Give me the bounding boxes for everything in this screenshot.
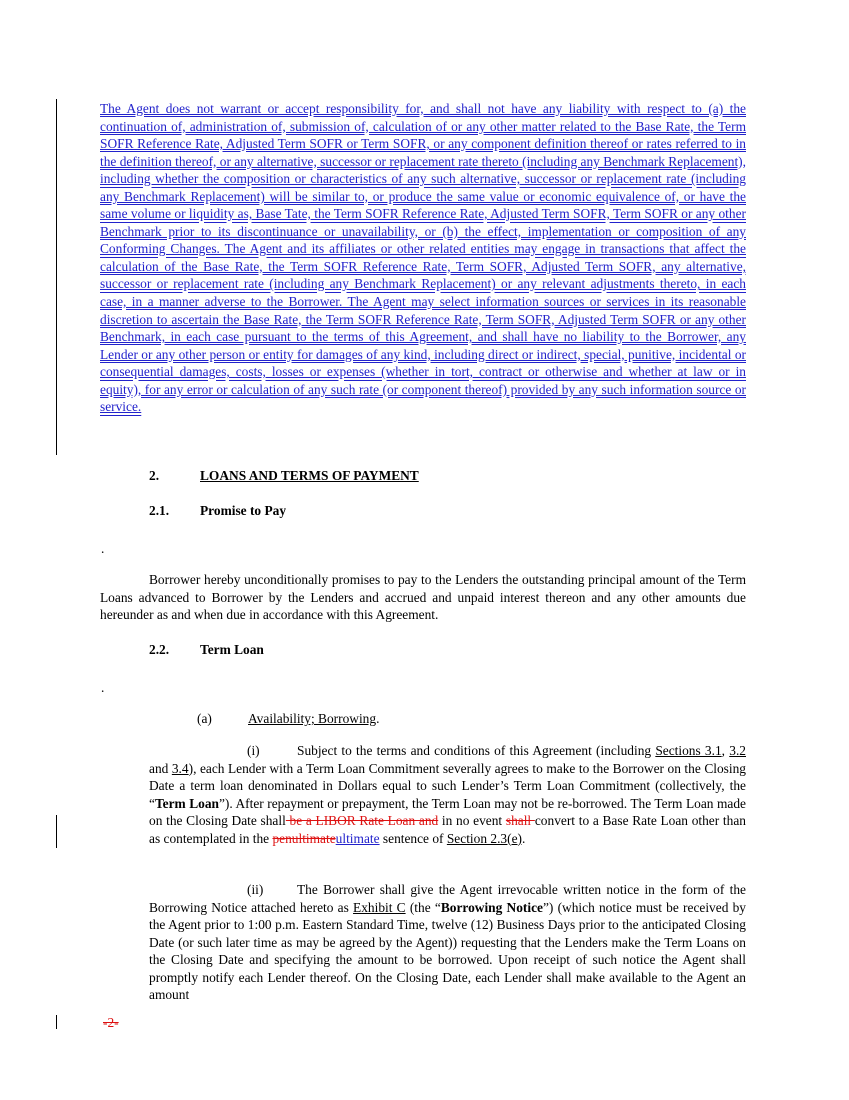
text-run: sentence of bbox=[379, 830, 447, 846]
section-2-number: 2. bbox=[149, 468, 160, 483]
cross-reference: Sections 3.1 bbox=[655, 743, 722, 758]
cross-reference: 3.4 bbox=[171, 760, 189, 776]
subsection-ii-label: (ii) bbox=[247, 882, 264, 897]
subsection-i-paragraph bbox=[149, 742, 746, 847]
change-bar bbox=[56, 1015, 57, 1029]
cross-reference: Section 2.3(e) bbox=[446, 830, 522, 846]
text-run: ”). After repayment or prepayment, the Term Loan may not be re-borrowed. The Term Loan made on the Closing Date shall bbox=[149, 795, 746, 829]
section-2-heading bbox=[149, 467, 419, 484]
text-run: . bbox=[521, 830, 526, 846]
promise-paragraph: Borrower hereby unconditionally promises to pay to the Lenders the outstanding principal amount of the Term Loans advanced to Borrower by the Lenders and accrued and unpaid interest thereon and any other amounts due hereunder as and when due in accordance with this Agreement. bbox=[100, 572, 746, 623]
deleted-text: be a LIBOR Rate Loan and bbox=[285, 813, 439, 829]
inserted-disclaimer-paragraph: The Agent does not warrant or accept responsibility for, and shall not have any liability with respect to (a) the continuation of, administration of, submission of, calculation of or any other matter related to the Base Rate, the Term SOFR Reference Rate, Adjusted Term SOFR or Term SOFR, or any component definition thereof or rates referred to in the definition thereof, or any alternative, successor or replacement rate thereto (including any Benchmark Replacement), including whether the composition or characteristics of any such alternative, successor or replacement rate (including any Benchmark Replacement) will be similar to, or produce the same value or economic equivalence of, or have the same volume or liquidity as, Base Tate, the Term SOFR Reference Rate, Adjusted Term SOFR, Term SOFR or any other Benchmark prior to its discontinuance or unavailability, or (b) the effect, implementation or composition of any Conforming Changes. The Agent and its affiliates or other related entities may engage in transactions that affect the calculation of the Base Rate, the Term SOFR Reference Rate, Term SOFR, Adjusted Term SOFR, any alternative, successor or replacement rate (including any Benchmark Replacement) or any relevant adjustments thereto, in each case, in a manner adverse to the Borrower. The Agent may select information sources or services in its reasonable discretion to ascertain the Base Rate, the Term SOFR Reference Rate, Term SOFR, Adjusted Term SOFR or any other Benchmark, in each case pursuant to the terms of this Agreement, and shall have no liability to the Borrower, any Lender or any other person or entity for damages of any kind, including direct or indirect, special, punitive, incidental or consequential damages, costs, losses or expenses (whether in tort, contract or otherwise and whether at law or in equity), for any error or calculation of any such rate (or component thereof) provided by any such information source or service. bbox=[100, 101, 746, 415]
cross-reference: 3.2 bbox=[729, 743, 746, 758]
text-run: , bbox=[721, 743, 730, 758]
dot-marker: . bbox=[101, 680, 105, 695]
subsection-a-title: Availability; Borrowing bbox=[248, 711, 377, 726]
subsection-ii-paragraph bbox=[149, 881, 746, 1004]
text-run: Subject to the terms and conditions of this Agreement (including bbox=[297, 743, 656, 758]
defined-term: Term Loan bbox=[154, 795, 219, 811]
deleted-text: shall bbox=[505, 813, 535, 829]
text-run: ), each Lender with a Term Loan Commitment severally agrees to make to the Borrower on the Closing Date a term loan denominated in Dollars equal to such Lender’s Term Loan Commitment (collectively, the “ bbox=[149, 760, 746, 811]
text-run: The Borrower shall give the Agent irrevocable written notice in the form of the Borrowing Notice attached hereto as bbox=[149, 882, 746, 915]
text-run: ”) (which notice must be received by the Agent prior to 1:00 p.m. Eastern Standard Time, twelve (12) Business Days prior to the anticipated Closing Date (or such later time as may be agreed by the Agent)) requesting that the Lenders make the Term Loans on the Closing Date and specifying the amount to be borrowed. Upon receipt of such notice the Agent shall promptly notify each Lender thereof. On the Closing Date, each Lender shall make available to the Agent an amount bbox=[149, 899, 746, 1003]
defined-term: Borrowing Notice bbox=[440, 899, 543, 915]
change-bar bbox=[56, 99, 57, 455]
section-2-1-number: 2.1. bbox=[149, 503, 170, 518]
subsection-i-label: (i) bbox=[247, 743, 260, 758]
text-run: in no event bbox=[438, 813, 506, 829]
text-run: (the “ bbox=[405, 899, 441, 915]
change-bar bbox=[56, 815, 57, 848]
inserted-text: ultimate bbox=[335, 830, 380, 846]
text-run: convert to a Base Rate Loan other than as contemplated in the bbox=[149, 813, 746, 846]
subsection-a-heading: (a) Availability; Borrowing. bbox=[197, 711, 380, 726]
subsection-a-label: (a) bbox=[197, 711, 212, 726]
section-2-2-heading bbox=[149, 641, 264, 658]
section-2-2-title: Term Loan bbox=[200, 642, 264, 657]
exhibit-reference: Exhibit C bbox=[353, 899, 406, 915]
section-2-1-title: Promise to Pay bbox=[200, 503, 287, 518]
text-run: and bbox=[149, 760, 172, 776]
section-2-title: LOANS AND TERMS OF PAYMENT bbox=[200, 468, 419, 483]
section-2-1-heading bbox=[149, 502, 286, 519]
section-2-2-number: 2.2. bbox=[149, 642, 170, 657]
page-number: -2- bbox=[103, 1015, 119, 1030]
deleted-text: penultimate bbox=[272, 830, 336, 846]
dot-marker: . bbox=[101, 541, 105, 556]
